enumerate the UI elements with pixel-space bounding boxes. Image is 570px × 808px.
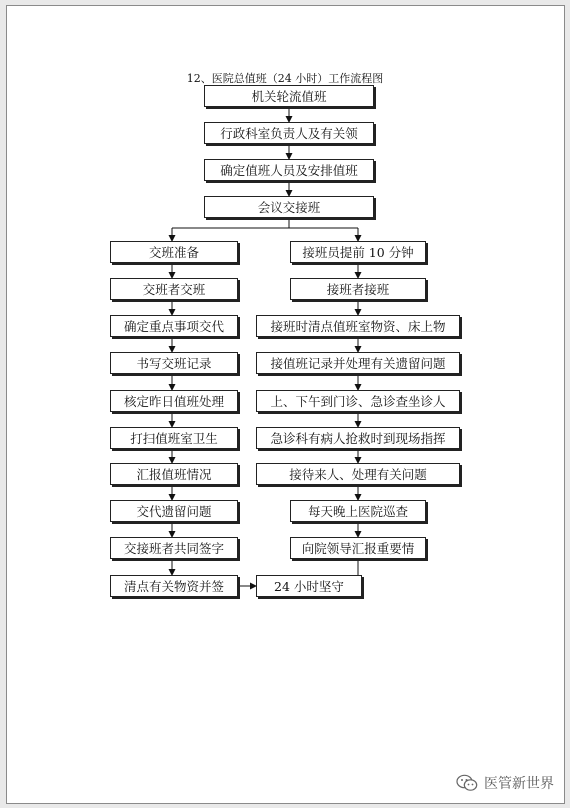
- right-step-4: 接值班记录并处理有关遗留问题: [256, 352, 460, 374]
- right-step-6: 急诊科有病人抢救时到现场指挥: [256, 427, 460, 449]
- flowchart-title: 12、医院总值班（24 小时）工作流程图: [186, 72, 384, 85]
- right-step-3: 接班时清点值班室物资、床上物: [256, 315, 460, 337]
- final-24h-box: 24 小时坚守: [256, 575, 362, 597]
- right-step-7: 接待来人、处理有关问题: [256, 463, 460, 485]
- watermark-text: 医管新世界: [484, 776, 554, 792]
- left-step-8: 交代遗留问题: [110, 500, 238, 522]
- right-step-9: 向院领导汇报重要情: [290, 537, 426, 559]
- left-step-2: 交班者交班: [110, 278, 238, 300]
- right-step-2: 接班者接班: [290, 278, 426, 300]
- left-step-7: 汇报值班情况: [110, 463, 238, 485]
- right-step-8: 每天晚上医院巡查: [290, 500, 426, 522]
- right-step-1: 接班员提前 10 分钟: [290, 241, 426, 263]
- left-step-9: 交接班者共同签字: [110, 537, 238, 559]
- left-step-6: 打扫值班室卫生: [110, 427, 238, 449]
- main-step-4: 会议交接班: [204, 196, 374, 218]
- main-step-1: 机关轮流值班: [204, 85, 374, 107]
- watermark: [456, 773, 554, 793]
- left-step-4: 书写交班记录: [110, 352, 238, 374]
- right-step-5: 上、下午到门诊、急诊查坐诊人: [256, 390, 460, 412]
- left-step-3: 确定重点事项交代: [110, 315, 238, 337]
- left-step-10: 清点有关物资并签: [110, 575, 238, 597]
- left-step-5: 核定昨日值班处理: [110, 390, 238, 412]
- main-step-2: 行政科室负责人及有关领: [204, 122, 374, 144]
- wechat-icon: [456, 774, 478, 792]
- left-step-1: 交班准备: [110, 241, 238, 263]
- main-step-3: 确定值班人员及安排值班: [204, 159, 374, 181]
